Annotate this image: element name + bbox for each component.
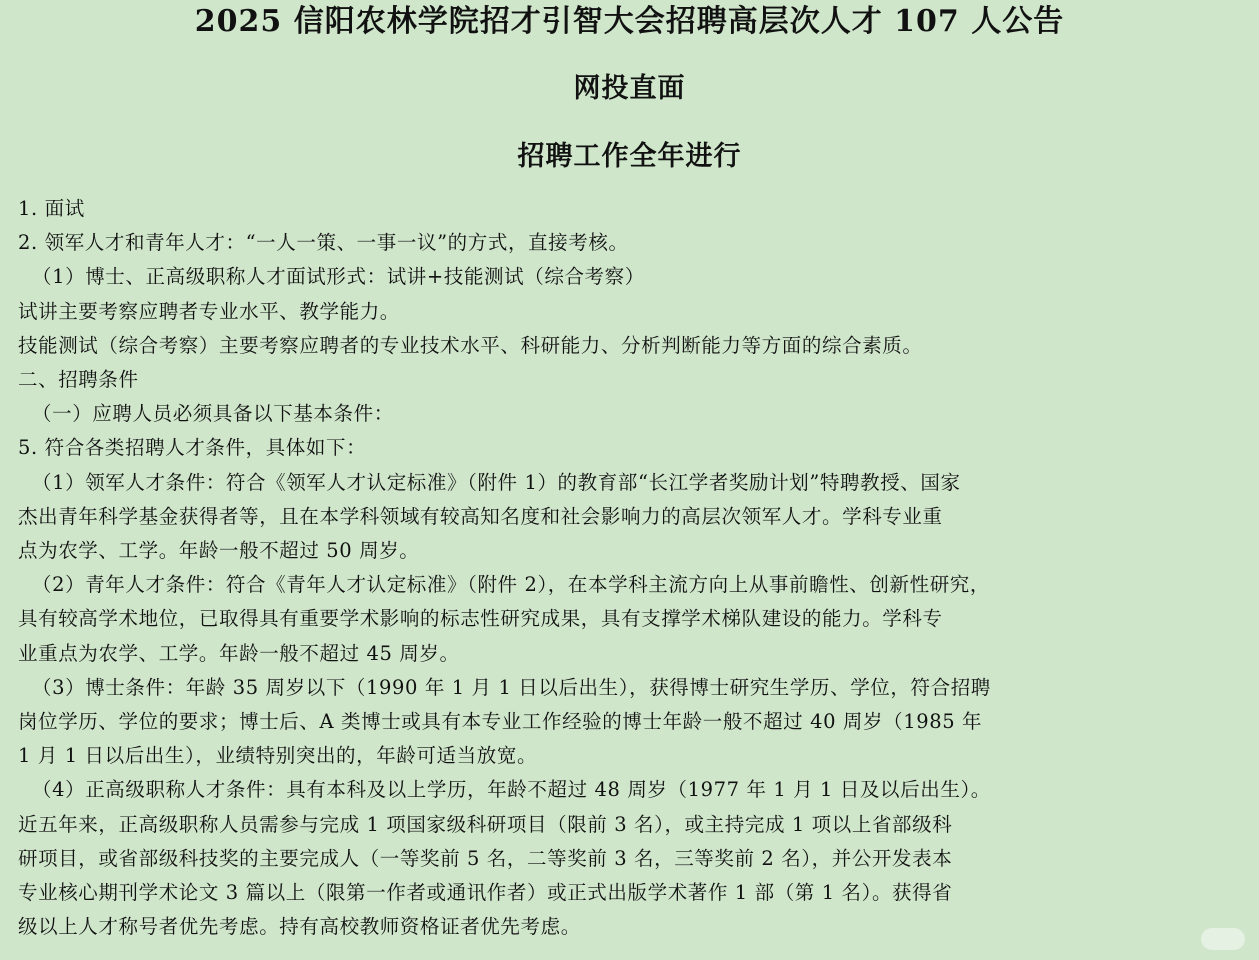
section-heading: 二、招聘条件 xyxy=(18,368,139,392)
text-line: 1. 面试 xyxy=(18,197,85,220)
text-line: 研项目，或省部级科技奖的主要完成人（一等奖前 5 名，二等奖前 3 名，三等奖前 2 名），并公开发表本 xyxy=(18,846,953,870)
page-subtitle-online: 网投直面 xyxy=(573,73,686,104)
text-line: 技能测试（综合考察）主要考察应聘者的专业技术水平、科研能力、分析判断能力等方面的综合素质。 xyxy=(18,333,923,357)
text-line: 岗位学历、学位的要求；博士后、A 类博士或具有本专业工作经验的博士年龄一般不超过 40 周岁（1985 年 xyxy=(18,710,983,734)
text-line: 业重点为农学、工学。年龄一般不超过 45 周岁。 xyxy=(18,641,460,665)
announcement-body xyxy=(18,192,1244,944)
text-line: 具有较高学术地位，已取得具有重要学术影响的标志性研究成果，具有支撑学术梯队建设的能力。学科专 xyxy=(18,607,943,631)
text-line: （1）领军人才条件：符合《领军人才认定标准》（附件 1）的教育部“长江学者奖励计划”特聘教授、国家 xyxy=(32,470,961,494)
text-line: （4）正高级职称人才条件：具有本科及以上学历，年龄不超过 48 周岁（1977 年 1 月 1 日及以后出生）。 xyxy=(32,778,991,802)
text-line: （2）青年人才条件：符合《青年人才认定标准》（附件 2），在本学科主流方向上从事前瞻性、创新性研究， xyxy=(32,573,991,597)
text-line: 近五年来，正高级职称人员需参与完成 1 项国家级科研项目（限前 3 名），或主持完成 1 项以上省部级科 xyxy=(18,812,953,836)
text-line: 1 月 1 日以后出生），业绩特别突出的，年龄可适当放宽。 xyxy=(18,744,538,768)
watermark-logo-icon xyxy=(1201,928,1245,950)
text-line: （3）博士条件：年龄 35 周岁以下（1990 年 1 月 1 日以后出生），获得博士研究生学历、学位，符合招聘 xyxy=(32,675,991,699)
text-line: （1）博士、正高级职称人才面试形式：试讲+技能测试（综合考察） xyxy=(32,265,645,289)
text-line: 2. 领军人才和青年人才：“一人一策、一事一议”的方式，直接考核。 xyxy=(18,231,629,255)
text-line: 级以上人才称号者优先考虑。持有高校教师资格证者优先考虑。 xyxy=(18,915,581,939)
text-line: 专业核心期刊学术论文 3 篇以上（限第一作者或通讯作者）或正式出版学术著作 1 部（第 1 名）。获得省 xyxy=(18,881,953,905)
text-line: 5. 符合各类招聘人才条件，具体如下： xyxy=(18,436,367,460)
text-line: 试讲主要考察应聘者专业水平、教学能力。 xyxy=(18,299,400,323)
page-subtitle-yearround: 招聘工作全年进行 xyxy=(517,141,742,172)
text-line: 点为农学、工学。年龄一般不超过 50 周岁。 xyxy=(18,539,420,563)
subsection-heading: （一）应聘人员必须具备以下基本条件： xyxy=(32,402,394,426)
page-title: 2025 信阳农林学院招才引智大会招聘高层次人才 107 人公告 xyxy=(194,4,1065,39)
text-line: 杰出青年科学基金获得者等，且在本学科领域有较高知名度和社会影响力的高层次领军人才。学科专业重 xyxy=(18,504,943,528)
